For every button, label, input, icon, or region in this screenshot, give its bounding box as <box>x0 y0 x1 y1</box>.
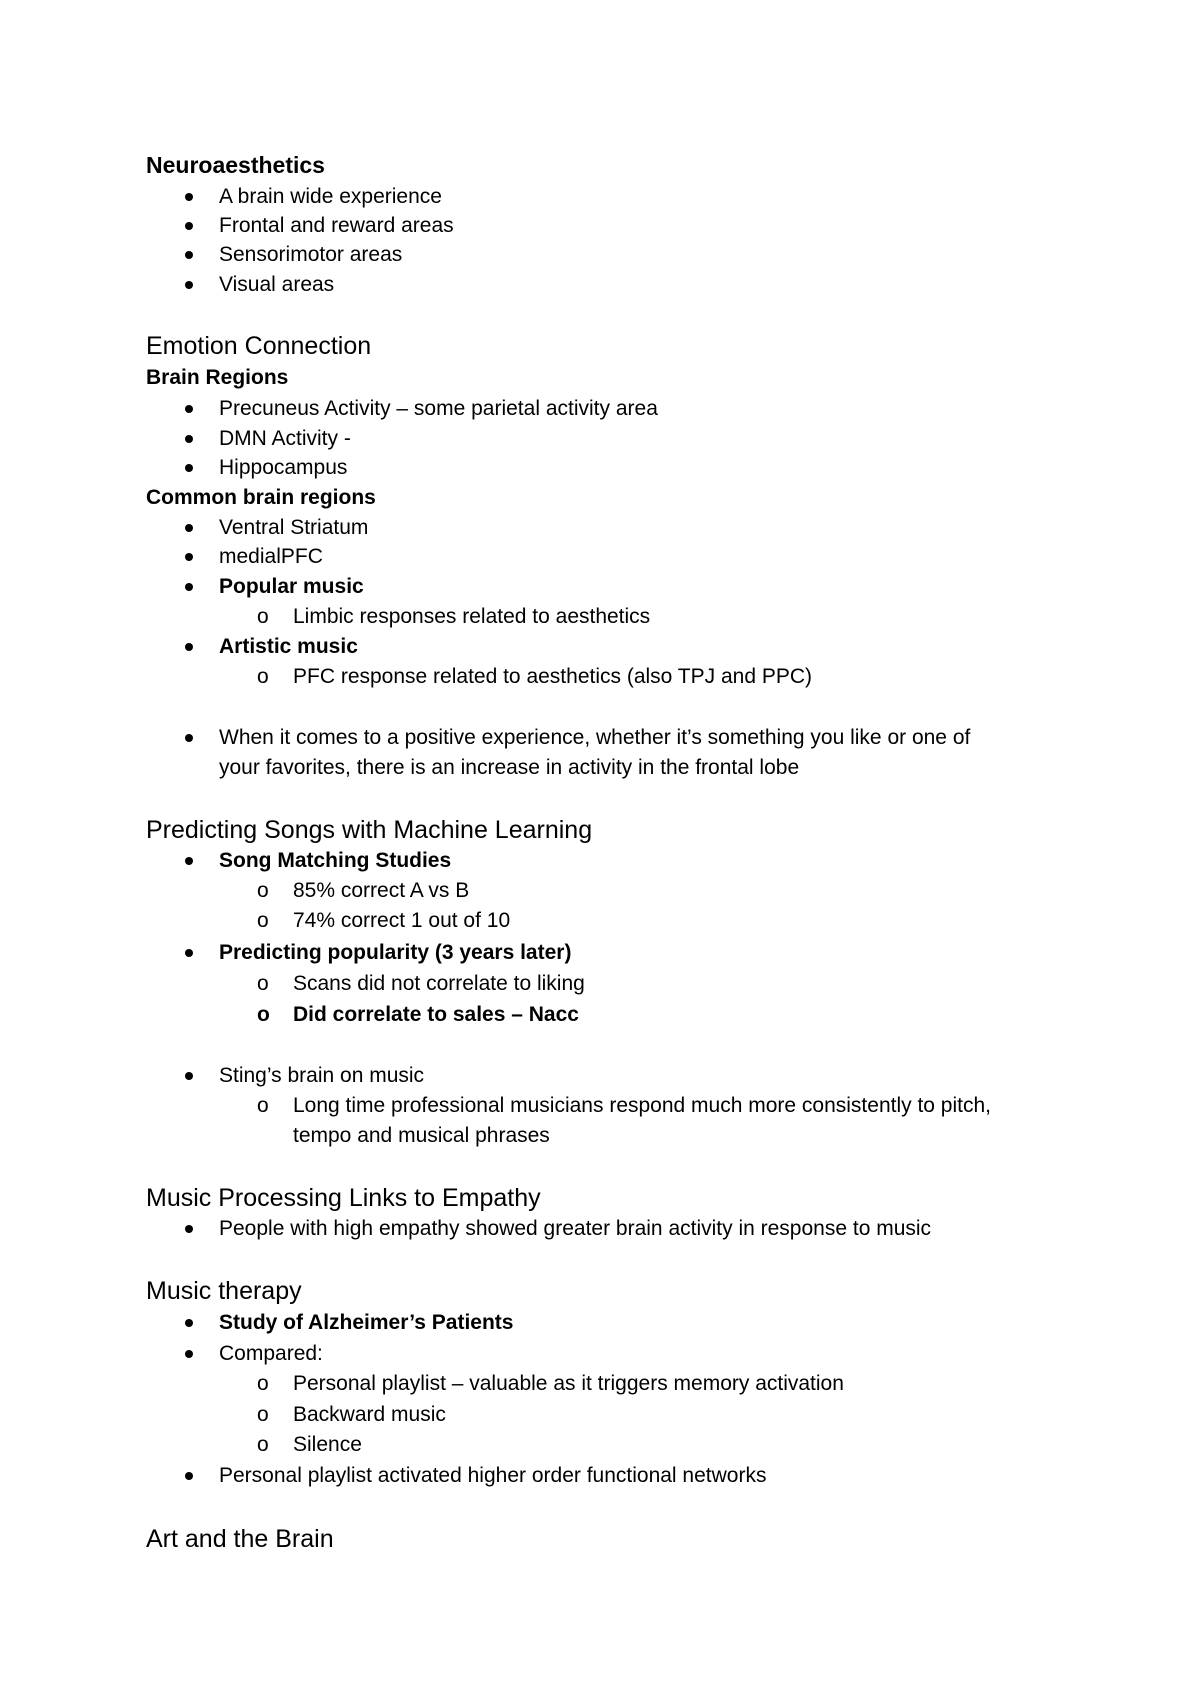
list-item-song-matching: Song Matching Studies <box>219 846 451 876</box>
list-item: Precuneus Activity – some parietal activity area <box>219 394 658 424</box>
sub-list-item: o Personal playlist – valuable as it triggers memory activation <box>293 1369 844 1399</box>
list-item: When it comes to a positive experience, whether it’s something you like or one of <box>219 723 970 753</box>
list-item: People with high empathy showed greater brain activity in response to music <box>219 1214 931 1244</box>
list-item: Visual areas <box>219 270 334 300</box>
sub-list-item: o Silence <box>293 1430 362 1460</box>
list-item: A brain wide experience <box>219 182 442 212</box>
list-item: medialPFC <box>219 542 323 572</box>
list-item: Personal playlist activated higher order functional networks <box>219 1461 766 1491</box>
list-item-predicting: Predicting popularity (3 years later) <box>219 938 571 968</box>
list-item: DMN Activity - <box>219 424 351 454</box>
section-title-art: Art and the Brain <box>146 1525 334 1553</box>
list-item: Sting’s brain on music <box>219 1061 424 1091</box>
list-item-continuation: your favorites, there is an increase in activity in the frontal lobe <box>219 756 800 779</box>
sub-list-item: o Backward music <box>293 1400 446 1430</box>
sub-list-item: o 74% correct 1 out of 10 <box>293 906 510 936</box>
list-item: Sensorimotor areas <box>219 240 402 270</box>
sub-list-item: o 85% correct A vs B <box>293 876 469 906</box>
list-item: Ventral Striatum <box>219 513 368 543</box>
sub-list-item-bold: o Did correlate to sales – Nacc <box>293 1000 579 1030</box>
section-title-emotion: Emotion Connection <box>146 332 372 360</box>
list-item: Frontal and reward areas <box>219 211 454 241</box>
subheading-common-regions: Common brain regions <box>146 486 376 509</box>
sub-list-item: o Scans did not correlate to liking <box>293 969 585 999</box>
sub-list-item-continuation: tempo and musical phrases <box>293 1124 550 1147</box>
sub-list-item: o Limbic responses related to aesthetics <box>293 602 650 632</box>
list-item: Hippocampus <box>219 453 347 483</box>
section-title-ml: Predicting Songs with Machine Learning <box>146 816 593 844</box>
list-item-study: Study of Alzheimer’s Patients <box>219 1308 513 1338</box>
list-item: Compared: <box>219 1339 323 1369</box>
section-title-empathy: Music Processing Links to Empathy <box>146 1184 541 1212</box>
list-item-popular-music: Popular music <box>219 572 364 602</box>
sub-list-item: o Long time professional musicians respond much more consistently to pitch, <box>293 1091 991 1121</box>
section-title-neuroaesthetics: Neuroaesthetics <box>146 152 325 178</box>
section-title-therapy: Music therapy <box>146 1277 302 1305</box>
sub-list-item: o PFC response related to aesthetics (also TPJ and PPC) <box>293 662 812 692</box>
list-item-artistic-music: Artistic music <box>219 632 358 662</box>
subheading-brain-regions: Brain Regions <box>146 366 289 389</box>
